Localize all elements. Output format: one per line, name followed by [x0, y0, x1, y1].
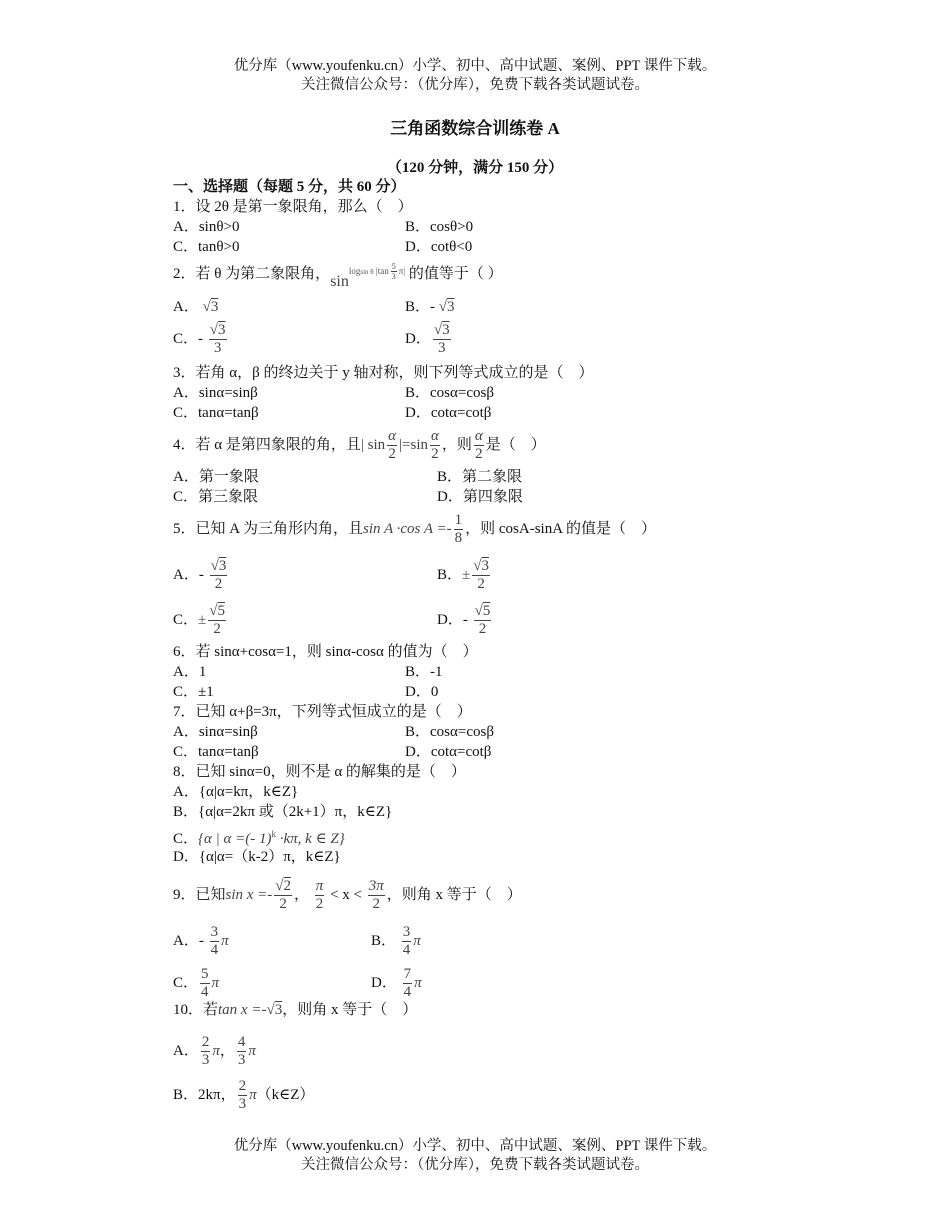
- q9-stem: 9．已知sin x =- $\frac{√2}{2}$ ， $\frac{\pi}{2}$ < x < $\frac{3\pi}{2}$ ，则角 x 等于（ ）: [173, 878, 522, 912]
- q5-option-a: A．- $\frac{√3}{2}$: [173, 558, 227, 592]
- q4-stem: 4．若 α 是第四象限的角，且| sin $\frac{\alpha}{2}$ |=sin $\frac{\alpha}{2}$ ，则 $\frac{\alpha}{2}$ 是（ ）: [173, 428, 546, 462]
- q4-option-b: B．第二象限: [437, 469, 523, 485]
- q10-option-a: A． $\frac{2}{3}$ π， $\frac{4}{3}$ π: [173, 1034, 256, 1068]
- q7-option-b: B．cosα=cosβ: [405, 724, 494, 740]
- q6-option-d: D．0: [405, 684, 439, 700]
- footer-banner: [0, 1137, 950, 1175]
- q9-option-b: B． $\frac{3}{4}$ π: [371, 924, 421, 958]
- q3-option-a: A．sinα=sinβ: [173, 385, 258, 401]
- q2-sin: sin: [330, 273, 349, 290]
- q10-stem: 10．若tan x =-√3，则角 x 等于（ ）: [173, 1002, 418, 1018]
- q5-option-c: C．± $\frac{√5}{2}$: [173, 603, 225, 637]
- q8-option-a: A．{α|α=kπ，k∈Z}: [173, 784, 299, 800]
- q1-option-d: D．cotθ<0: [405, 239, 473, 255]
- q3-option-c: C．tanα=tanβ: [173, 405, 259, 421]
- q1-option-a: A．sinθ>0: [173, 219, 240, 235]
- q4-option-c: C．第三象限: [173, 489, 259, 505]
- q7-option-a: A．sinα=sinβ: [173, 724, 258, 740]
- q4-option-d: D．第四象限: [437, 489, 523, 505]
- q6-stem: 6．若 sinα+cosα=1，则 sinα-cosα 的值为（ ）: [173, 644, 478, 660]
- q7-stem: 7．已知 α+β=3π，下列等式恒成立的是（ ）: [173, 704, 472, 720]
- q8-option-d: D．{α|α=（k-2）π，k∈Z}: [173, 849, 341, 865]
- q2-option-d: D． $\frac{√3}{3}$: [405, 322, 450, 356]
- footer-line-2: 关注微信公众号：（优分库），免费下载各类试题试卷。: [301, 1157, 649, 1173]
- q9-option-c: C． $\frac{5}{4}$ π: [173, 966, 220, 1000]
- q3-stem: 3．若角 α，β 的终边关于 y 轴对称，则下列等式成立的是（ ）: [173, 365, 594, 381]
- q8-option-c: C．{α | α =(- 1)$^k$ ·kπ, k ∈ Z}: [173, 829, 345, 847]
- q1-option-c: C．tanθ>0: [173, 239, 240, 255]
- q5-stem: 5．已知 A 为三角形内角，且sin A ·cos A =- $\frac{1}{8}$ ，则 cosA-sinA 的值是（ ）: [173, 512, 656, 546]
- page-subtitle: （120 分钟，满分 150 分）: [386, 160, 564, 176]
- q2-stem: 2．若 θ 为第二象限角，$\sin^{logsin \theta |tan \frac{5}{3} \pi|}$ 的值等于（ ）: [173, 262, 503, 290]
- q5-option-b: B．± $\frac{√3}{2}$: [437, 558, 489, 592]
- page-title: 三角函数综合训练卷 A: [390, 119, 560, 138]
- q6-option-a: A．1: [173, 664, 207, 680]
- footer-line-1: 优分库（www.youfenku.cn）小学、初中、高中试题、案例、PPT 课件下载。: [233, 1138, 717, 1154]
- header-banner: [0, 57, 950, 95]
- q7-option-d: D．cotα=cotβ: [405, 744, 492, 760]
- q8-stem: 8．已知 sinα=0，则不是 α 的解集的是（ ）: [173, 764, 466, 780]
- q1-option-b: B．cosθ>0: [405, 219, 474, 235]
- q6-option-c: C．±1: [173, 684, 214, 700]
- q7-option-c: C．tanα=tanβ: [173, 744, 259, 760]
- header-line-2: 关注微信公众号：（优分库），免费下载各类试题试卷。: [301, 77, 649, 93]
- q2-option-b: B．- √3: [405, 299, 455, 315]
- q1-stem: 1．设 2θ 是第一象限角，那么（ ）: [173, 199, 413, 215]
- q3-option-d: D．cotα=cotβ: [405, 405, 492, 421]
- q8-option-b: B．{α|α=2kπ 或（2k+1）π，k∈Z}: [173, 804, 393, 820]
- q2-option-c: C．- $\frac{√3}{3}$: [173, 322, 226, 356]
- q9-option-a: A．- $\frac{3}{4}$ π: [173, 924, 229, 958]
- q10-option-b: B．2kπ， $\frac{2}{3}$ π（k∈Z）: [173, 1078, 315, 1112]
- q2-option-a: A． √3: [173, 299, 219, 315]
- q3-option-b: B．cosα=cosβ: [405, 385, 494, 401]
- header-line-1: 优分库（www.youfenku.cn）小学、初中、高中试题、案例、PPT 课件下载。: [233, 58, 717, 74]
- section-heading: 一、选择题（每题 5 分，共 60 分）: [173, 179, 406, 195]
- q9-option-d: D． $\frac{7}{4}$ π: [371, 966, 422, 1000]
- q6-option-b: B．-1: [405, 664, 443, 680]
- q4-option-a: A．第一象限: [173, 469, 259, 485]
- q5-option-d: D．- $\frac{√5}{2}$: [437, 603, 491, 637]
